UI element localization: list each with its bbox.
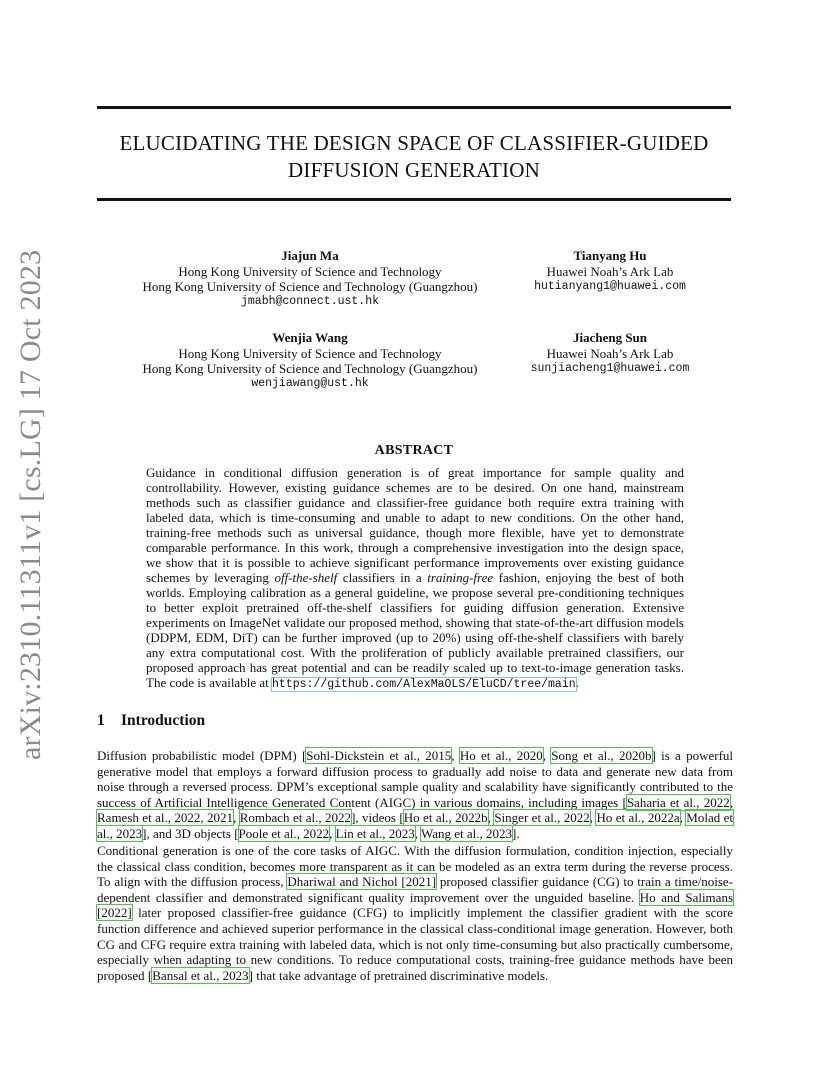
paragraph-text: , <box>487 810 495 826</box>
title-top-rule <box>97 106 731 109</box>
author-block <box>120 248 500 309</box>
author-name: Tianyang Hu <box>573 248 647 263</box>
citation-link[interactable]: Singer et al., 2022 <box>494 810 590 826</box>
citation-link[interactable]: Ho et al., 2020 <box>459 748 543 763</box>
paragraph-text: , <box>542 748 552 763</box>
paragraph-text: , <box>729 794 733 810</box>
citation-link[interactable]: Dhariwal and Nichol [2021] <box>287 874 437 890</box>
author-affiliation: Hong Kong University of Science and Technology <box>178 264 442 279</box>
citation-link[interactable]: Poole et al., 2022 <box>238 825 330 841</box>
author-name: Jiajun Ma <box>281 248 339 263</box>
section-heading <box>97 712 205 730</box>
author-affiliation: Huawei Noah’s Ark Lab <box>546 264 674 279</box>
paragraph-text: ], and 3D objects [ <box>142 825 239 841</box>
citation-link[interactable]: Ho and Salimans [2022] <box>97 889 733 921</box>
paragraph-text: ]. <box>512 825 520 841</box>
paragraph-text: ], videos [ <box>351 810 404 826</box>
paragraph-text: Conditional generation is one of the core tasks of AIGC. With the diffusion formulation, condition injection, especially the classical class condition, becomes more transparent as it can be modeled as an extra term during the reverse process. To align with the diffusion process, <box>97 843 733 890</box>
abstract-text: . <box>575 675 579 690</box>
citation-link[interactable]: Song et al., 2020b <box>551 748 652 763</box>
author-block <box>120 330 500 391</box>
paragraph-text: proposed classifier guidance (CG) to train a time/noise-dependent classifier and demonstrated significant quality improvement over the unguided baseline. <box>97 874 733 905</box>
abstract-text: Guidance in conditional diffusion generation is of great importance for sample quality and controllability. However, existing guidance schemes are to be desired. On one hand, mainstream methods such as classifier guidance and classifier-free guidance both require extra training with labeled data, which is time-consuming and unable to adapt to new conditions. On the other hand, training-free methods such as universal guidance, though more flexible, have yet to demonstrate comparable performance. In this work, through a comprehensive investigation into the design space, we show that it is possible to achieve significant performance improvements over existing guidance schemes by leveraging <box>146 465 684 585</box>
code-link[interactable]: https://github.com/AlexMaOLS/EluCD/tree/main <box>271 678 576 691</box>
author-email[interactable]: sunjiacheng1@huawei.com <box>530 362 690 375</box>
paragraph-text: , <box>233 810 240 826</box>
paragraph-text: ] is a powerful generative model that employs a forward diffusion process to gradually add noise to data and generate new data from noise through a reversed process. DPM’s exceptional sample quality and scalability have significantly contributed to the success of Artificial Intelligence Generated Content (AIGC) in various domains, including images [ <box>97 748 734 810</box>
abstract-text: fashion, enjoying the best of both worlds. Employing calibration as a general guideline, we propose several pre-conditioning techniques to better exploit pretrained off-the-shelf classifiers for guiding diffusion generation. Extensive experiments on ImageNet validate our proposed method, showing that state-of-the-art diffusion models (DDPM, EDM, DiT) can be further improved (up to 20%) using off-the-shelf classifiers with barely any extra computational cost. With the proliferation of publicly available pretrained classifiers, our proposed approach has great potential and can be readily scaled up to text-to-image generation tasks. The code is available at <box>146 570 685 690</box>
intro-paragraph-1 <box>97 748 733 842</box>
author-block <box>520 330 700 376</box>
paragraph-text: Diffusion probabilistic model (DPM) [ <box>97 748 307 763</box>
intro-paragraph-2 <box>97 843 733 983</box>
citation-link[interactable]: Sohl-Dickstein et al., 2015 <box>306 748 452 763</box>
title-line-1: ELUCIDATING THE DESIGN SPACE OF CLASSIFIER-GUIDED <box>119 131 709 155</box>
arxiv-stamp: arXiv:2310.11311v1 [cs.LG] 17 Oct 2023 <box>14 249 47 760</box>
citation-link[interactable]: Bansal et al., 2023 <box>152 967 249 983</box>
paragraph-text: , <box>329 825 336 841</box>
paragraph-text: ] that take advantage of pretrained discriminative models. <box>248 967 549 983</box>
citation-link[interactable]: Ramesh et al., 2022, 2021 <box>97 810 234 826</box>
author-affiliation: Huawei Noah’s Ark Lab <box>546 346 674 361</box>
author-name: Jiacheng Sun <box>572 330 648 345</box>
author-email[interactable]: hutianyang1@huawei.com <box>534 280 686 293</box>
citation-link[interactable]: Molad et al., 2023 <box>97 810 734 841</box>
paper-title <box>97 130 731 184</box>
paragraph-text: , <box>414 825 422 841</box>
section-number: 1 <box>97 712 105 729</box>
citation-link[interactable]: Ho et al., 2022b <box>403 810 488 826</box>
paragraph-text: later proposed classifier-free guidance (CFG) to implicitly implement the classifier gradient with the score function difference and achieved superior performance in the classical class-conditional image generation. However, both CG and CFG require extra training with labeled data, which is not only time-consuming but also practically cumbersome, especially when adapting to new conditions. To reduce computational costs, training-free guidance methods have been proposed [ <box>97 905 733 983</box>
author-name: Wenjia Wang <box>272 330 348 345</box>
abstract-emphasis: training-free <box>427 570 494 585</box>
author-affiliation: Hong Kong University of Science and Technology (Guangzhou) <box>142 279 478 294</box>
citation-link[interactable]: Rombach et al., 2022 <box>239 810 352 826</box>
author-email[interactable]: jmabh@connect.ust.hk <box>240 295 380 308</box>
abstract-heading: ABSTRACT <box>374 443 454 458</box>
abstract-emphasis: off-the-shelf <box>274 570 338 585</box>
paragraph-text: , <box>451 748 460 763</box>
section-title: Introduction <box>121 712 206 729</box>
author-affiliation: Hong Kong University of Science and Technology (Guangzhou) <box>142 361 478 376</box>
abstract-text: classifiers in a <box>337 570 428 585</box>
citation-link[interactable]: Wang et al., 2023 <box>421 825 513 841</box>
paragraph-text: , <box>679 810 687 826</box>
citation-link[interactable]: Saharia et al., 2022 <box>626 794 730 810</box>
abstract-body <box>146 465 684 692</box>
citation-link[interactable]: Ho et al., 2022a <box>596 810 680 826</box>
author-block <box>520 248 700 294</box>
title-line-2: DIFFUSION GENERATION <box>288 158 540 182</box>
title-bottom-rule <box>97 198 731 201</box>
author-affiliation: Hong Kong University of Science and Technology <box>178 346 442 361</box>
author-email[interactable]: wenjiawang@ust.hk <box>251 377 369 390</box>
paragraph-text: , <box>589 810 597 826</box>
citation-link[interactable]: Lin et al., 2023 <box>335 825 415 841</box>
